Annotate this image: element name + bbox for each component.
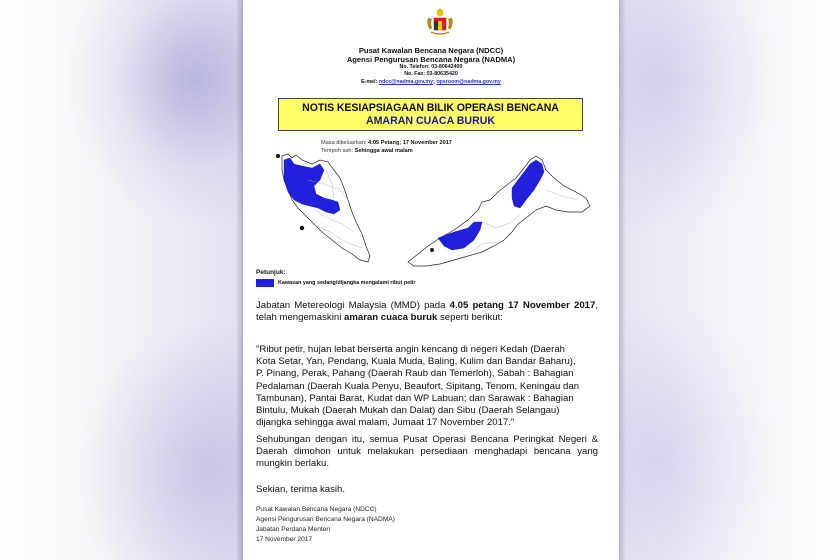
- closing-paragraph: Sekian, terima kasih.: [256, 484, 346, 495]
- borneo-map: [408, 156, 590, 266]
- page-shadow-left: [236, 0, 243, 560]
- signoff-block: [256, 505, 395, 545]
- intro-text-a: Jabatan Metereologi Malaysia (MMD) pada: [256, 300, 450, 311]
- email-separator: ;: [433, 79, 435, 85]
- intro-paragraph: [256, 300, 598, 324]
- notice-title-box: [278, 98, 583, 131]
- background-left: [0, 0, 243, 560]
- fax-number: No. Fax: 03-80635420: [404, 71, 458, 77]
- document-page: [243, 0, 619, 560]
- issued-value: 4:05 Petang; 17 November 2017: [367, 140, 452, 146]
- letterhead: [243, 46, 619, 86]
- org-name: Pusat Kawalan Bencana Negara (NDCC): [358, 46, 504, 55]
- legend-title: Petunjuk:: [256, 269, 286, 276]
- email-link-opsroom[interactable]: opsroom@nadma.gov.my: [436, 79, 501, 85]
- intro-text-c: , telah mengemaskini: [256, 300, 598, 324]
- signoff-department: Jabatan Perdana Menteri: [256, 526, 331, 533]
- email-line: [243, 78, 619, 86]
- signoff-agency: Agensi Pengurusan Bencana Negara (NADMA): [256, 516, 395, 523]
- request-paragraph: Sehubungan dengan itu, semua Pusat Operasi Bencana Peringkat Negeri & Daerah dimohon untuk melakukan persediaan menghadapi bencana yang mungkin berlaku.: [256, 434, 598, 470]
- notice-subtitle: AMARAN CUACA BURUK: [365, 115, 496, 127]
- email-link-ndcc[interactable]: ndcc@nadma.gov.my: [378, 79, 434, 85]
- background-right: [619, 0, 840, 560]
- notice-title: NOTIS KESIAPSIAGAAN BILIK OPERASI BENCANA: [302, 102, 559, 114]
- coat-of-arms-icon: [424, 8, 456, 38]
- legend-swatch: [256, 279, 274, 287]
- email-label: E-mel:: [361, 79, 378, 85]
- agency-name: Agensi Pengurusan Bencana Negara (NADMA): [346, 55, 516, 64]
- malaysia-warning-map: [268, 150, 598, 270]
- intro-text-e: seperti berikut:: [437, 312, 503, 324]
- legend-label: Kawasan yang sedang/dijangka mengalami ribut petir: [278, 280, 416, 286]
- intro-datetime: 4.05 petang 17 November 2017: [449, 300, 596, 311]
- signoff-org: Pusat Kawalan Bencana Negara (NDCC): [256, 506, 377, 513]
- intro-warning-term: amaran cuaca buruk: [344, 312, 438, 324]
- warning-quote-paragraph: "Ribut petir, hujan lebat berserta angin kencang di negeri Kedah (Daerah Kota Setar, Yan, Pendang, Kuala Muda, Baling, Kulim dan Bandar Baharu), P. Pinang, Perak, Pahang (Daerah Raub dan Temerloh), Sabah : Bahagian Pedalaman (Daerah Kuala Penyu, Beaufort, Sipitang, Tenom, Keningau dan Tambunan), Pantai Barat, Kudat dan WP Labuan; dan Sarawak : Bahagian Bintulu, Mukah (Daerah Mukah dan Dalat) dan Sibu (Daerah Selangau) dijangka sehingga awal malam, Jumaat 17 November 2017.": [256, 344, 580, 429]
- page-shadow-right: [619, 0, 626, 560]
- validity-value: Sehingga awal malam: [354, 148, 413, 154]
- signoff-date: 17 November 2017: [256, 536, 313, 543]
- issued-label: Masa dikeluarkan:: [321, 140, 367, 146]
- phone-number: No. Telefon: 03-80642400: [399, 64, 463, 70]
- validity-label: Tempoh sah:: [321, 148, 354, 154]
